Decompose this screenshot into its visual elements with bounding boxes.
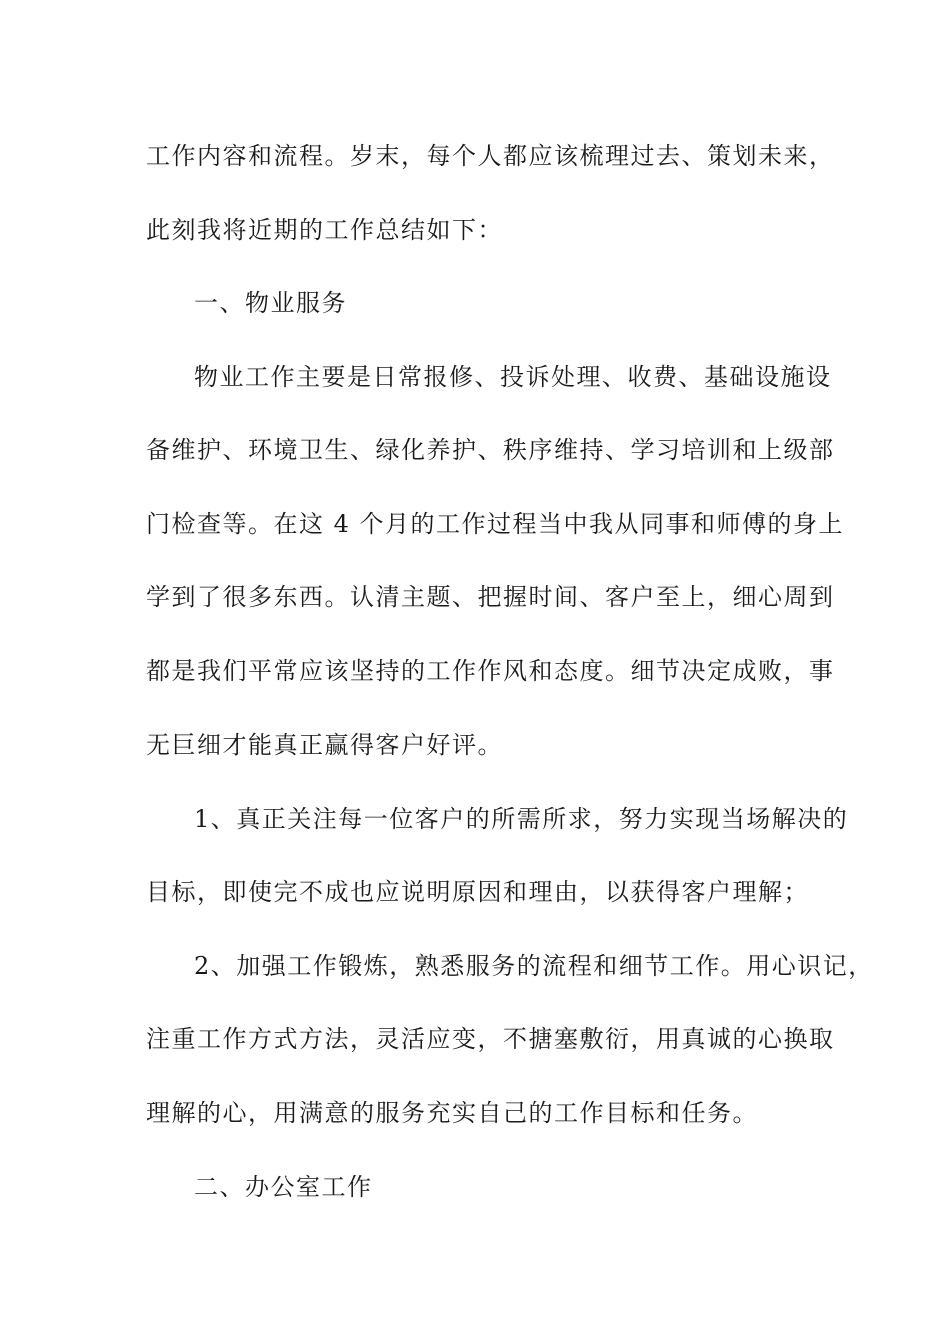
paragraph-line: 备维护、环境卫生、绿化养护、秩序维持、学习培训和上级部 (146, 436, 835, 464)
list-item-line: 理解的心，用满意的服务充实自己的工作目标和任务。 (146, 1099, 758, 1127)
list-item-line: 1、真正关注每一位客户的所需所求，努力实现当场解决的 (194, 805, 849, 833)
section-heading: 一、物业服务 (194, 289, 347, 317)
list-item-line: 2、加强工作锻炼，熟悉服务的流程和细节工作。用心识记， (194, 952, 874, 980)
paragraph-line: 工作内容和流程。岁末，每个人都应该梳理过去、策划未来， (146, 142, 835, 170)
section-heading: 二、办公室工作 (194, 1173, 373, 1201)
paragraph-line: 都是我们平常应该坚持的工作作风和态度。细节决定成败，事 (146, 657, 835, 685)
paragraph-line: 学到了很多东西。认清主题、把握时间、客户至上，细心周到 (146, 583, 835, 611)
list-item-line: 目标，即使完不成也应说明原因和理由，以获得客户理解； (146, 878, 809, 906)
paragraph-line: 此刻我将近期的工作总结如下： (146, 216, 503, 244)
paragraph-line: 物业工作主要是日常报修、投诉处理、收费、基础设施设 (194, 363, 832, 391)
paragraph-line: 门检查等。在这 4 个月的工作过程当中我从同事和师傅的身上 (146, 510, 845, 538)
list-item-line: 注重工作方式方法，灵活应变，不搪塞敷衍，用真诚的心换取 (146, 1025, 835, 1053)
paragraph-line: 无巨细才能真正赢得客户好评。 (146, 731, 503, 759)
